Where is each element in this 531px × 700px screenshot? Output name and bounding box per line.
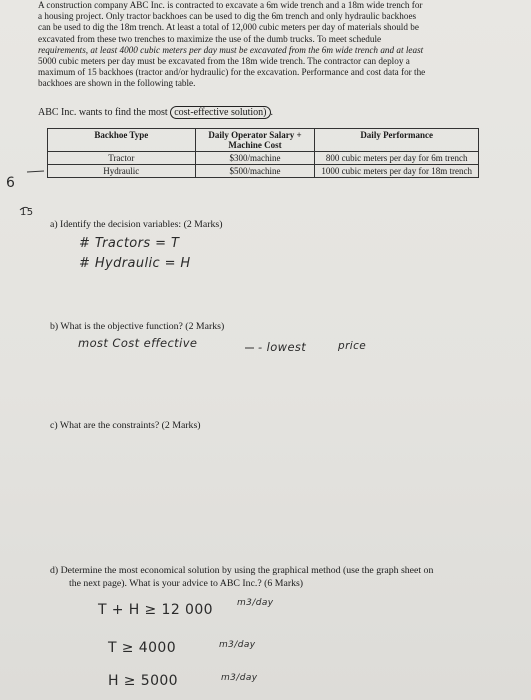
answer-d-line-1: T + H ≥ 12 000 bbox=[98, 602, 213, 618]
answer-b-text: most Cost effective bbox=[78, 336, 198, 350]
answer-b-dash: - lowest bbox=[258, 340, 307, 354]
intro-line-1: A construction company ABC Inc. is contracted to excavate a 6m wide trench and a 18m wide trench for bbox=[38, 0, 423, 10]
intro-line-6: 5000 cubic meters per day must be excavated from the 18m wide trench. The contractor can deploy a bbox=[38, 56, 410, 67]
answer-d-unit-2: m3/day bbox=[219, 640, 256, 650]
question-b: b) What is the objective function? (2 Marks) bbox=[50, 321, 225, 332]
cell-performance: 1000 cubic meters per day for 18m trench bbox=[315, 165, 479, 178]
intro-line-3: can be used to dig the 18m trench. At least a total of 12,000 cubic meters per day of materials should be bbox=[38, 22, 419, 33]
question-c: c) What are the constraints? (2 Marks) bbox=[50, 420, 201, 431]
table-row bbox=[48, 152, 479, 165]
question-d-line-1: d) Determine the most economical solution by using the graphical method (use the graph sheet on bbox=[50, 565, 434, 576]
backhoe-data-table bbox=[47, 128, 479, 178]
cell-cost: $300/machine bbox=[195, 152, 315, 165]
cell-type: Tractor bbox=[48, 152, 196, 165]
table-row bbox=[48, 165, 479, 178]
question-end: . bbox=[270, 107, 274, 118]
answer-d-line-2: T ≥ 4000 bbox=[108, 640, 177, 656]
intro-line-7: maximum of 15 backhoes (tractor and/or hydraulic) for the excavation. Performance and cost data for the bbox=[38, 67, 426, 78]
question-circled-phrase: cost-effective solution) bbox=[170, 106, 270, 119]
answer-a-line-2: # Hydraulic = H bbox=[79, 256, 191, 271]
question-a: a) Identify the decision variables: (2 Marks) bbox=[50, 219, 223, 230]
intro-line-2: a housing project. Only tractor backhoes can be used to dig the 6m trench and only hydraulic backhoes bbox=[38, 11, 417, 22]
answer-b-price: price bbox=[338, 340, 367, 352]
header-daily-cost: Daily Operator Salary + Machine Cost bbox=[195, 129, 315, 152]
intro-line-5: requirements, at least 4000 cubic meters per day must be excavated from the 6m wide trench and at least bbox=[38, 44, 424, 55]
task-question bbox=[38, 107, 273, 118]
cell-cost: $500/machine bbox=[195, 165, 315, 178]
intro-line-8: backhoes are shown in the following table. bbox=[38, 78, 196, 89]
answer-d-line-3: H ≥ 5000 bbox=[108, 673, 178, 689]
intro-line-4: excavated from these two trenches to maximize the use of the dumb trucks. To meet schedule bbox=[38, 33, 382, 44]
answer-a-line-1: # Tractors = T bbox=[79, 236, 180, 251]
margin-note-6: 6 bbox=[6, 175, 16, 191]
header-backhoe-type: Backhoe Type bbox=[48, 129, 196, 152]
question-text: ABC Inc. wants to find the most bbox=[38, 107, 168, 118]
question-d-line-2: the next page). What is your advice to ABC Inc.? (6 Marks) bbox=[69, 578, 304, 589]
header-daily-performance: Daily Performance bbox=[315, 129, 479, 152]
margin-note-15: 15 bbox=[20, 207, 34, 218]
cell-performance: 800 cubic meters per day for 6m trench bbox=[315, 152, 479, 165]
table-header-row bbox=[48, 129, 479, 152]
cell-type: Hydraulic bbox=[48, 165, 196, 178]
problem-statement bbox=[38, 0, 490, 90]
answer-d-unit-3: m3/day bbox=[221, 673, 258, 683]
answer-d-unit-1: m3/day bbox=[237, 598, 274, 608]
